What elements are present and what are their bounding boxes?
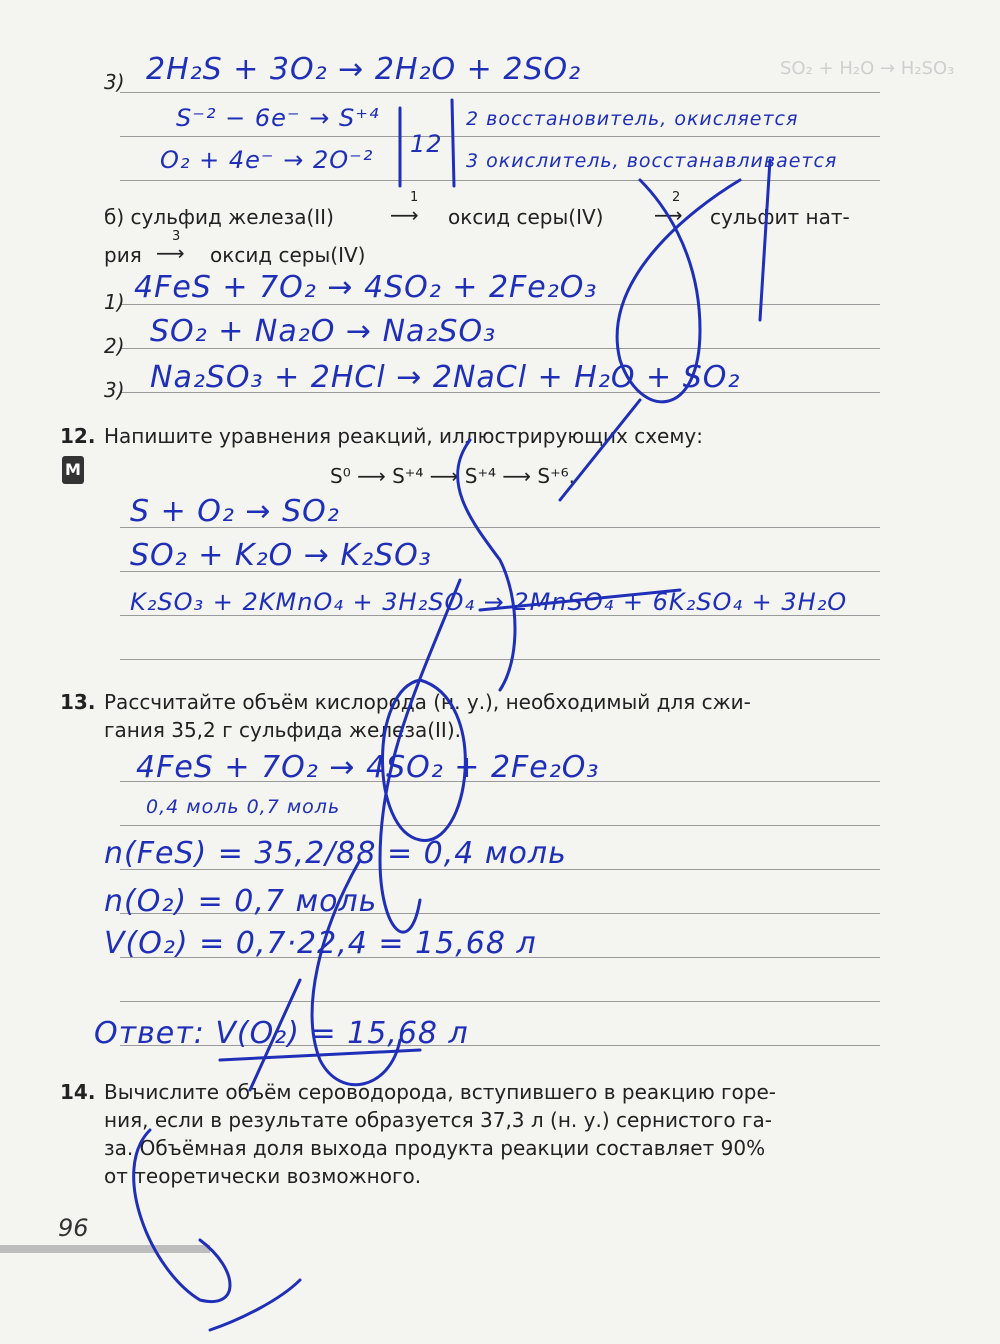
chain-prompt-d: рия xyxy=(104,243,142,267)
arrow-glyph: ⟶ xyxy=(156,241,185,265)
chain-prompt-a: б) сульфид железа(II) xyxy=(104,205,334,229)
arrow-glyph: ⟶ xyxy=(654,203,683,227)
task-text: от теоретически возможного. xyxy=(104,1164,422,1188)
arrow-glyph: ⟶ xyxy=(390,203,419,227)
handwritten-note: 3 окислитель, восстанавливается xyxy=(466,150,838,172)
scribble-stroke xyxy=(617,180,740,402)
chain-prompt-e: оксид серы(IV) xyxy=(210,243,366,267)
task-number: 14. xyxy=(60,1080,96,1104)
scribble-stroke xyxy=(383,680,466,840)
item-marker: 3) xyxy=(104,70,125,94)
item-marker: 3) xyxy=(104,378,125,402)
handwritten-equation: SO₂ + Na₂O → Na₂SO₃ xyxy=(150,314,497,349)
scribble-stroke xyxy=(452,100,454,186)
arrow-label: 3 xyxy=(172,229,181,244)
arrow-label: 2 xyxy=(672,190,681,205)
bleed-through-text: SO₂ + H₂O → H₂SO₃ xyxy=(780,58,955,79)
handwritten-equation: 4FeS + 7O₂ → 4SO₂ + 2Fe₂O₃ xyxy=(136,750,600,785)
handwritten-equation: S + O₂ → SO₂ xyxy=(130,494,340,529)
item-marker: 2) xyxy=(104,334,125,358)
task-text: Вычислите объём сероводорода, вступившего в реакцию горе- xyxy=(104,1080,777,1104)
handwritten-half-reaction: O₂ + 4e⁻ → 2O⁻² xyxy=(160,146,374,174)
task-number: 13. xyxy=(60,690,96,714)
arrow-label: 1 xyxy=(410,190,419,205)
task-text: гания 35,2 г сульфида железа(II). xyxy=(104,718,461,742)
task-number: 12. xyxy=(60,424,96,448)
scribble-stroke xyxy=(380,580,460,932)
scribble-stroke xyxy=(134,1130,230,1302)
scribble-stroke xyxy=(210,1280,300,1330)
scribble-stroke xyxy=(458,440,515,690)
chain-prompt-c: сульфит нат- xyxy=(710,205,850,229)
task-text: Рассчитайте объём кислорода (н. у.), необходимый для сжи- xyxy=(104,690,751,714)
handwritten-equation: 2H₂S + 3O₂ → 2H₂O + 2SO₂ xyxy=(146,52,582,87)
item-marker: 1) xyxy=(104,290,125,314)
handwritten-amounts: 0,4 моль 0,7 моль xyxy=(146,796,341,818)
page-number: 96 xyxy=(58,1214,89,1242)
task-marker-icon: M xyxy=(62,456,84,484)
handwritten-equation: 4FeS + 7O₂ → 4SO₂ + 2Fe₂O₃ xyxy=(134,270,598,305)
handwritten-lcm: 12 xyxy=(410,130,443,158)
handwritten-calculation: n(FeS) = 35,2/88 = 0,4 моль xyxy=(104,836,567,871)
scribble-stroke xyxy=(560,400,640,500)
scribble-stroke xyxy=(250,980,300,1090)
scribble-stroke xyxy=(760,160,770,320)
handwritten-calculation: V(O₂) = 0,7·22,4 = 15,68 л xyxy=(104,926,537,961)
handwritten-calculation: n(O₂) = 0,7 моль xyxy=(104,884,378,919)
task-text: за. Объёмная доля выхода продукта реакции составляет 90% xyxy=(104,1136,766,1160)
task-text: ния, если в результате образуется 37,3 л (н. у.) сернистого га- xyxy=(104,1108,773,1132)
handwritten-equation: K₂SO₃ + 2KMnO₄ + 3H₂SO₄ → 2MnSO₄ + 6K₂SO₄ + 3H₂O xyxy=(130,588,848,616)
task-text: Напишите уравнения реакций, иллюстрирующих схему: xyxy=(104,424,703,448)
handwritten-equation: Na₂SO₃ + 2HCl → 2NaCl + H₂O + SO₂ xyxy=(150,360,741,395)
handwritten-answer: Ответ: V(O₂) = 15,68 л xyxy=(94,1016,469,1051)
oxidation-scheme: S⁰ ⟶ S⁺⁴ ⟶ S⁺⁴ ⟶ S⁺⁶. xyxy=(330,464,576,488)
chain-prompt-b: оксид серы(IV) xyxy=(448,205,604,229)
handwritten-equation: SO₂ + K₂O → K₂SO₃ xyxy=(130,538,432,573)
handwritten-note: 2 восстановитель, окисляется xyxy=(466,108,799,130)
handwritten-half-reaction: S⁻² − 6e⁻ → S⁺⁴ xyxy=(176,104,380,132)
